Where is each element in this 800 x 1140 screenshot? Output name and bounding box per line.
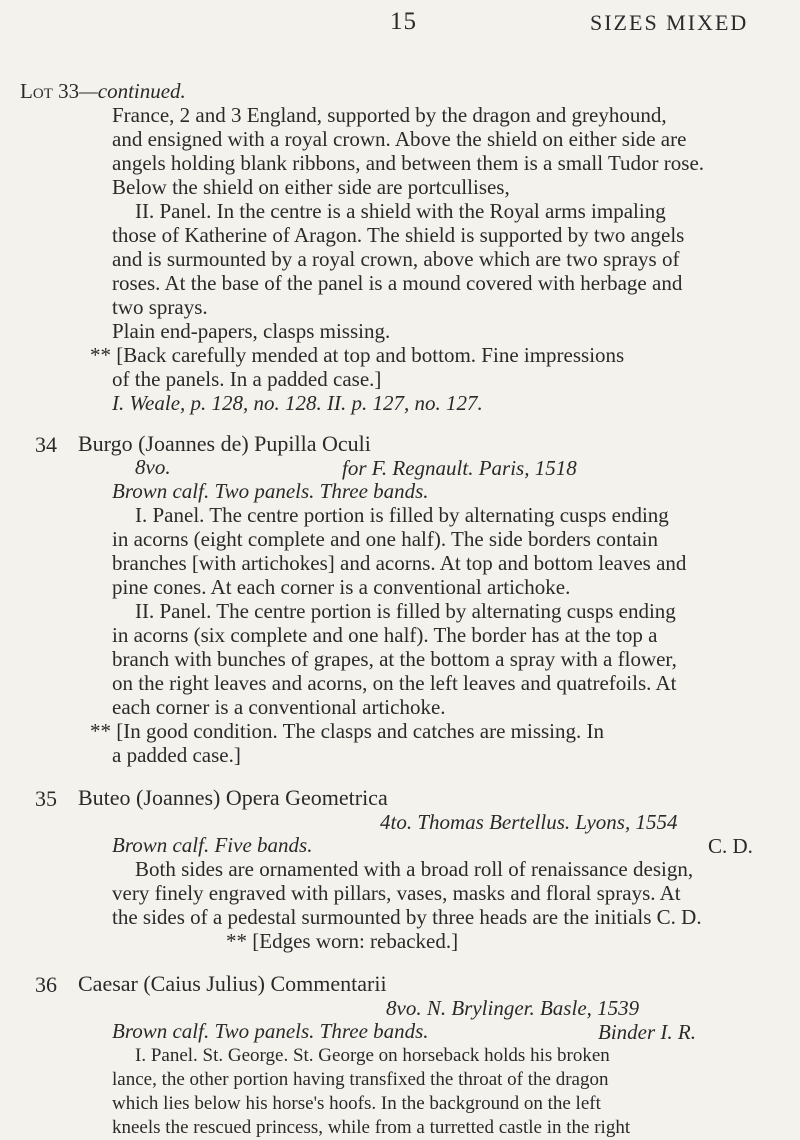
lot-34-line: on the right leaves and acorns, on the left leaves and quatrefoils. At	[112, 671, 677, 695]
lot-33-heading	[20, 80, 186, 104]
lot-imprint: 4to. Thomas Bertellus. Lyons, 1554	[380, 810, 678, 834]
lot-title: Caesar (Caius Julius) Commentarii	[78, 971, 387, 996]
lot-binding: Brown calf. Two panels. Three bands.	[112, 479, 429, 503]
lot-binding: Brown calf. Two panels. Three bands.	[112, 1019, 429, 1043]
page-number: 15	[390, 8, 417, 35]
lot-36-line: which lies below his horse's hoofs. In the background on the left	[112, 1093, 601, 1114]
lot-binding-initials: C. D.	[708, 834, 753, 858]
lot-34-line: each corner is a conventional artichoke.	[112, 695, 446, 719]
lot-34-note: a padded case.]	[112, 743, 241, 767]
lot-title: Buteo (Joannes) Opera Geometrica	[78, 785, 388, 810]
lot-33-line: angels holding blank ribbons, and between them is a small Tudor rose.	[112, 151, 705, 175]
lot-34-note: ** [In good condition. The clasps and catches are missing. In	[90, 719, 604, 743]
section-heading: SIZES MIXED	[590, 10, 749, 35]
lot-33-note: ** [Back carefully mended at top and bottom. Fine impressions	[90, 343, 625, 367]
lot-34-line: branches [with artichokes] and acorns. At top and bottom leaves and	[112, 551, 687, 575]
lot-36-line: I. Panel. St. George. St. George on horseback holds his broken	[135, 1045, 610, 1066]
lot-imprint: for F. Regnault. Paris, 1518	[342, 456, 577, 480]
lot-34-line: pine cones. At each corner is a conventional artichoke.	[112, 575, 571, 599]
lot-33-line: those of Katherine of Aragon. The shield is supported by two angels	[112, 223, 685, 247]
lot-35-line: Both sides are ornamented with a broad roll of renaissance design,	[135, 857, 694, 881]
lot-number: 34	[35, 432, 57, 457]
lot-imprint: 8vo. N. Brylinger. Basle, 1539	[386, 996, 640, 1020]
lot-34-line: in acorns (six complete and one half). The border has at the top a	[112, 623, 658, 647]
lot-33-line: II. Panel. In the centre is a shield with the Royal arms impaling	[135, 199, 666, 223]
lot-36-line: lance, the other portion having transfixed the throat of the dragon	[112, 1069, 609, 1090]
lot-33-line: Below the shield on either side are portcullises,	[112, 175, 510, 199]
lot-33-line: France, 2 and 3 England, supported by the dragon and greyhound,	[112, 103, 667, 127]
lot-binder: Binder I. R.	[598, 1020, 696, 1044]
lot-label: Lot 33	[20, 79, 80, 103]
lot-33-reference: I. Weale, p. 128, no. 128. II. p. 127, no. 127.	[112, 391, 483, 415]
lot-33-line: and ensigned with a royal crown. Above the shield on either side are	[112, 127, 687, 151]
lot-33-note: of the panels. In a padded case.]	[112, 367, 382, 391]
lot-36-line: kneels the rescued princess, while from a turretted castle in the right	[112, 1117, 631, 1138]
lot-binding: Brown calf. Five bands.	[112, 833, 313, 857]
lot-34-line: II. Panel. The centre portion is filled by alternating cusps ending	[135, 599, 676, 623]
lot-number: 36	[35, 972, 57, 997]
lot-number: 35	[35, 786, 57, 811]
lot-35-line: very finely engraved with pillars, vases, masks and floral sprays. At	[112, 881, 681, 905]
lot-33-line: roses. At the base of the panel is a mound covered with herbage and	[112, 271, 683, 295]
lot-format: 8vo.	[135, 455, 171, 479]
lot-34-line: branch with bunches of grapes, at the bottom a spray with a flower,	[112, 647, 677, 671]
continued-label: —continued.	[79, 79, 186, 103]
lot-33-line: and is surmounted by a royal crown, above which are two sprays of	[112, 247, 680, 271]
lot-title: Burgo (Joannes de) Pupilla Oculi	[78, 431, 371, 456]
lot-34-line: I. Panel. The centre portion is filled by alternating cusps ending	[135, 503, 669, 527]
lot-34-line: in acorns (eight complete and one half). The side borders contain	[112, 527, 659, 551]
lot-35-line: the sides of a pedestal surmounted by three heads are the initials C. D.	[112, 905, 702, 929]
lot-35-note: ** [Edges worn: rebacked.]	[226, 929, 459, 953]
lot-33-line: two sprays.	[112, 295, 208, 319]
lot-33-line: Plain end-papers, clasps missing.	[112, 319, 391, 343]
